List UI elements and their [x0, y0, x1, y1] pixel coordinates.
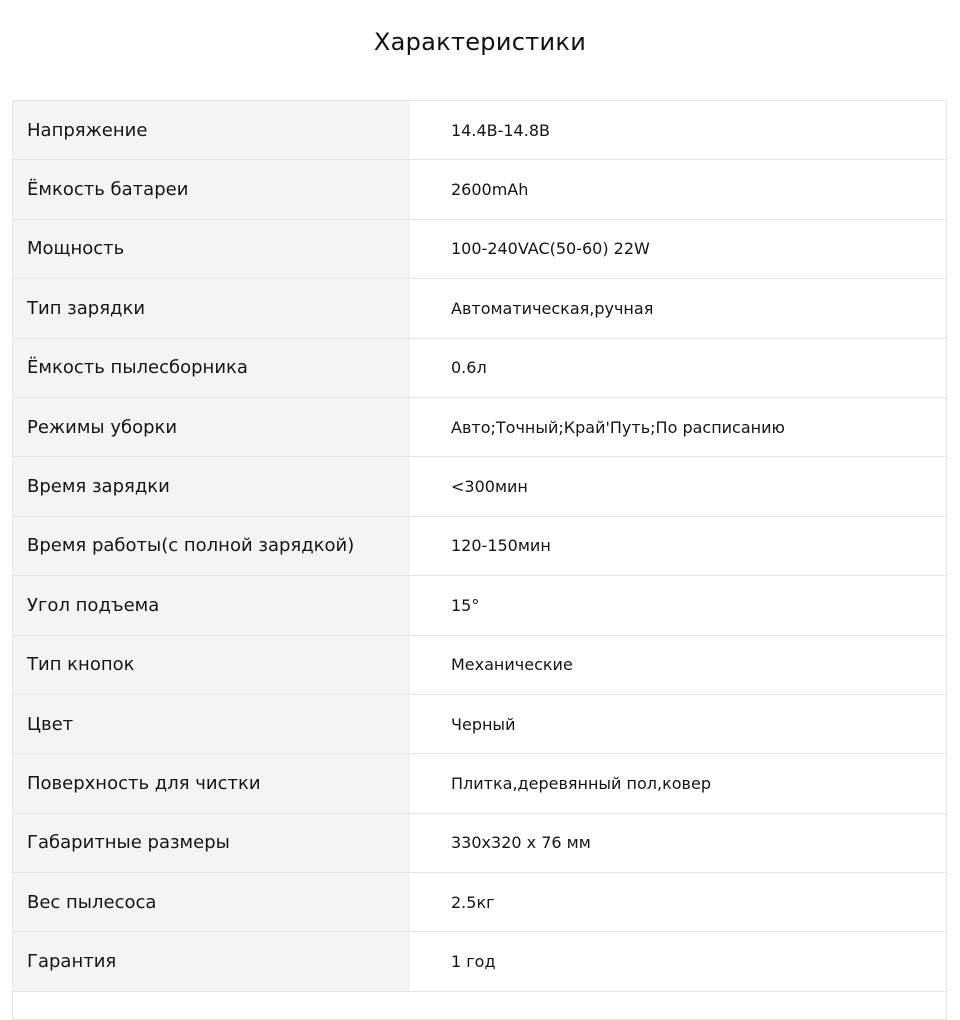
- spec-value: 120-150мин: [451, 536, 551, 556]
- spec-row-charging-time: [13, 457, 946, 516]
- spec-row-color: [13, 695, 946, 754]
- spec-value: Механические: [451, 655, 573, 675]
- spec-label: Время работы(с полной зарядкой): [13, 517, 410, 575]
- spec-label: Напряжение: [13, 101, 410, 159]
- spec-row-climb-angle: [13, 576, 946, 635]
- spec-label: Тип кнопок: [13, 636, 410, 694]
- spec-row-cleaning-modes: [13, 398, 946, 457]
- spec-label: Мощность: [13, 220, 410, 278]
- spec-label: Время зарядки: [13, 457, 410, 515]
- spec-value: 15°: [451, 595, 480, 615]
- spec-row-dustbin-capacity: [13, 339, 946, 398]
- spec-value: 2600mAh: [451, 180, 529, 200]
- spec-value: Автоматическая,ручная: [451, 298, 654, 318]
- page-title: Характеристики: [373, 28, 587, 56]
- spec-label: Гарантия: [13, 932, 410, 990]
- spec-table: [12, 100, 947, 1020]
- spec-value: 2.5кг: [451, 892, 495, 912]
- spec-label: Ёмкость батареи: [13, 160, 410, 218]
- spec-row-warranty: [13, 932, 946, 991]
- spec-row-button-type: [13, 636, 946, 695]
- spec-label: Поверхность для чистки: [13, 754, 410, 812]
- spec-label: Тип зарядки: [13, 279, 410, 337]
- spec-row-weight: [13, 873, 946, 932]
- spec-value: 14.4В-14.8В: [451, 120, 550, 140]
- spec-row-cleaning-surface: [13, 754, 946, 813]
- spec-value: 0.6л: [451, 358, 487, 378]
- spec-row-charging-type: [13, 279, 946, 338]
- spec-value: Черный: [451, 714, 516, 734]
- spec-value: Авто;Точный;Край'Путь;По расписанию: [451, 417, 785, 437]
- spec-value: Плитка,деревянный пол,ковер: [451, 773, 711, 793]
- spec-row-power: [13, 220, 946, 279]
- spec-label: Ёмкость пылесборника: [13, 339, 410, 397]
- spec-row-battery-capacity: [13, 160, 946, 219]
- spec-label: Режимы уборки: [13, 398, 410, 456]
- spec-value: 1 год: [451, 952, 496, 972]
- spec-row-run-time: [13, 517, 946, 576]
- spec-value: 330x320 x 76 мм: [451, 833, 591, 853]
- spec-label: Вес пылесоса: [13, 873, 410, 931]
- spec-value: 100-240VAC(50-60) 22W: [451, 239, 650, 259]
- spec-label: Угол подъема: [13, 576, 410, 634]
- spec-label: Габаритные размеры: [13, 814, 410, 872]
- spec-row-voltage: [13, 101, 946, 160]
- spec-row-dimensions: [13, 814, 946, 873]
- spec-value: <300мин: [451, 477, 528, 497]
- spec-label: Цвет: [13, 695, 410, 753]
